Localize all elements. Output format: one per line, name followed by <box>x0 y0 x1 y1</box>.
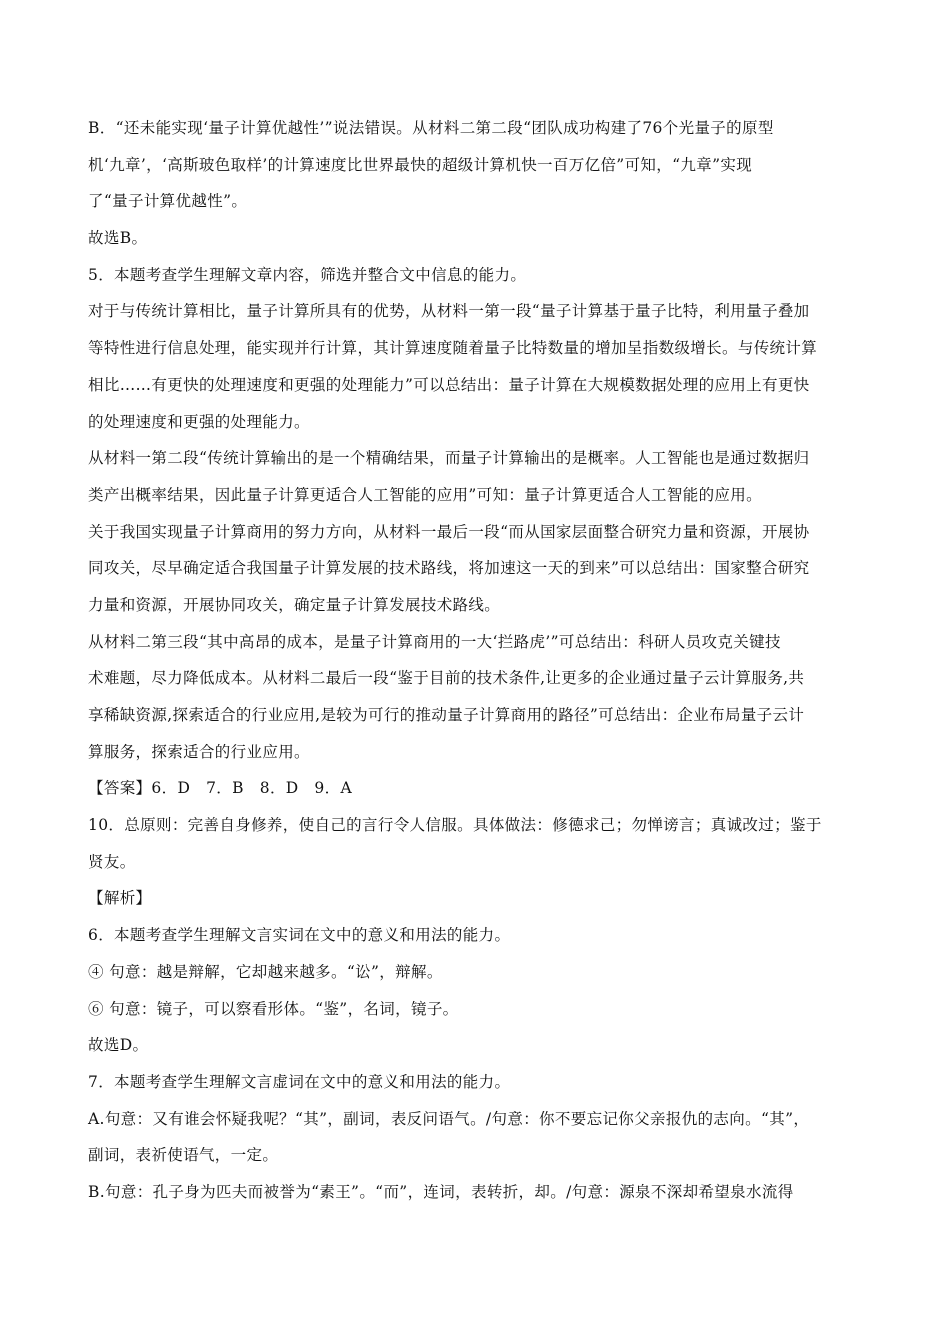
text-line: 力量和资源，开展协同攻关，确定量子计算发展技术路线。 <box>88 595 501 614</box>
text-line: 故选B。 <box>88 229 148 248</box>
text-line: A.句意：又有谁会怀疑我呢？“其”，副词，表反问语气。/句意：你不要忘记你父亲报仇的志向。“其”， <box>88 1109 810 1128</box>
text-line: ⑥ 句意：镜子，可以察看形体。“鉴”，名词，镜子。 <box>88 999 459 1018</box>
text-line: 术难题，尽力降低成本。从材料二最后一段“鉴于目前的技术条件,让更多的企业通过量子云计算服务,共 <box>88 669 805 688</box>
text-line: 对于与传统计算相比，量子计算所具有的优势，从材料一第一段“量子计算基于量子比特，利用量子叠加 <box>88 302 810 321</box>
text-line: 【答案】6．D 7．B 8．D 9．A <box>88 779 353 798</box>
text-line: B．“还未能实现‘量子计算优越性’”说法错误。从材料二第二段“团队成功构建了76个光量子的原型 <box>88 119 774 137</box>
text-line: 同攻关，尽早确定适合我国量子计算发展的技术路线，将加速这一天的到来”可以总结出：国家整合研究 <box>88 559 810 578</box>
text-line: 从材料二第三段“其中高昂的成本，是量子计算商用的一大‘拦路虎’”可总结出：科研人员攻克关键技 <box>88 632 781 651</box>
text-line: 了“量子计算优越性”。 <box>88 192 248 211</box>
text-line: 10．总原则：完善自身修养，使自己的言行令人信服。具体做法：修德求己；勿惮谤言；真诚改过；鉴于 <box>88 816 822 835</box>
text-line: 故选D。 <box>88 1036 149 1055</box>
text-line: 从材料一第二段“传统计算输出的是一个精确结果，而量子计算输出的是概率。人工智能也是通过数据归 <box>88 449 810 468</box>
text-line: 算服务，探索适合的行业应用。 <box>88 742 310 761</box>
text-line: 的处理速度和更强的处理能力。 <box>88 412 310 431</box>
answer-explanation-text <box>88 110 863 1211</box>
text-line: 【解析】 <box>88 889 152 908</box>
text-line: 关于我国实现量子计算商用的努力方向，从材料一最后一段“而从国家层面整合研究力量和资源，开展协 <box>88 522 810 541</box>
text-line: ④ 句意：越是辩解，它却越来越多。“讼”，辩解。 <box>88 962 443 981</box>
text-line: 享稀缺资源,探索适合的行业应用,是较为可行的推动量子计算商用的路径”可总结出：企业布局量子云计 <box>88 706 805 724</box>
text-line: 6．本题考查学生理解文言实词在文中的意义和用法的能力。 <box>88 926 511 945</box>
text-line: 5．本题考查学生理解文章内容，筛选并整合文中信息的能力。 <box>88 265 527 284</box>
text-line: 类产出概率结果，因此量子计算更适合人工智能的应用”可知：量子计算更适合人工智能的应用。 <box>88 485 762 504</box>
text-line: 贤友。 <box>88 852 136 871</box>
text-line: 副词，表祈使语气，一定。 <box>88 1146 279 1165</box>
text-line: 相比……有更快的处理速度和更强的处理能力”可以总结出：量子计算在大规模数据处理的应用上有更快 <box>88 375 810 394</box>
text-line: B.句意：孔子身为匹夫而被誉为“素王”。“而”，连词，表转折，却。/句意：源泉不深却希望泉水流得 <box>88 1182 794 1201</box>
text-line: 7．本题考查学生理解文言虚词在文中的意义和用法的能力。 <box>88 1072 511 1091</box>
text-line: 机‘九章’，‘高斯玻色取样’的计算速度比世界最快的超级计算机快一百万亿倍”可知，“九章”实现 <box>88 155 753 174</box>
text-line: 等特性进行信息处理，能实现并行计算，其计算速度随着量子比特数量的增加呈指数级增长。与传统计算 <box>88 339 818 358</box>
